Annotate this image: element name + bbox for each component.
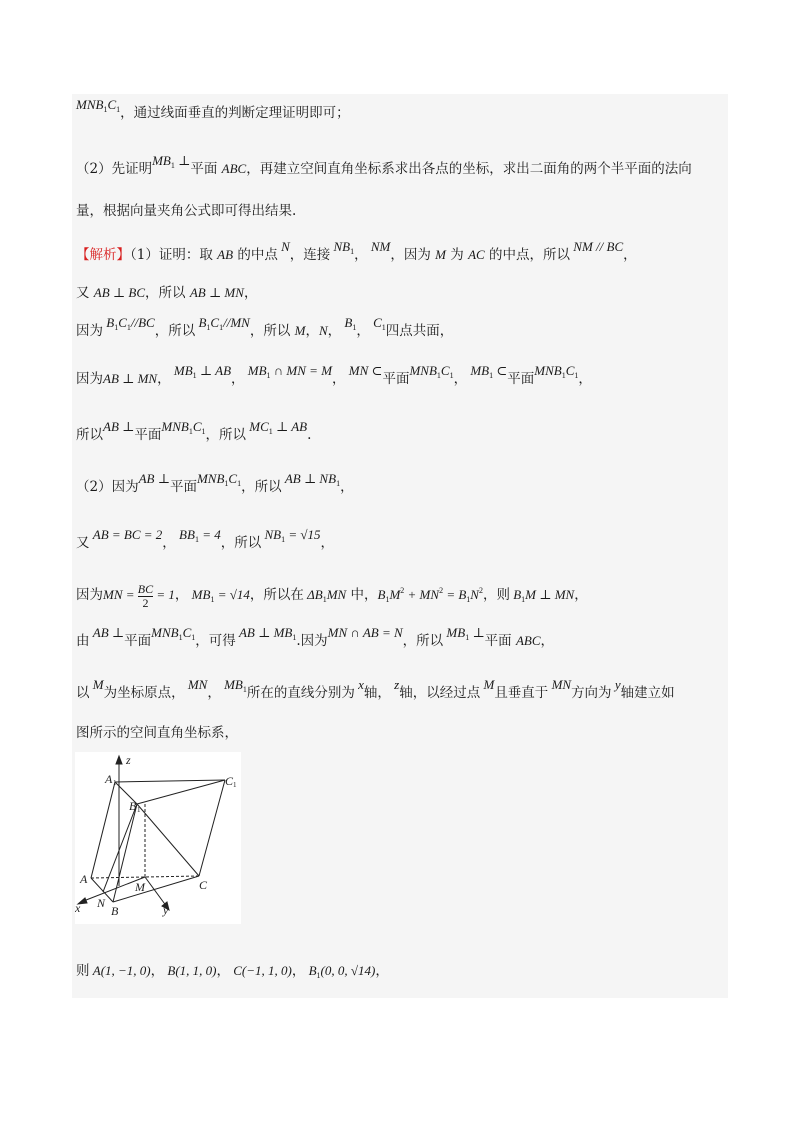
label-n: N	[97, 896, 106, 910]
label-a: A	[80, 872, 88, 886]
label-y: y	[163, 903, 169, 917]
solution-line-4: 因为AB ⊥ MN， $MB_1$ ⊥ AB， $MB_1$ ∩ MN = M， MN ⊂平面$MNB_1C_1$， $MB_1$ ⊂平面$MNB_1C_1$，	[76, 363, 592, 387]
label-c: C	[199, 878, 208, 892]
segment-b1n	[103, 804, 137, 892]
segment-b1c	[137, 804, 199, 876]
solution-line-2: 又 AB ⊥ BC，所以 AB ⊥ MN，	[76, 285, 258, 301]
edge-aa1	[91, 782, 115, 878]
solution-tag: 【解析】	[76, 247, 130, 263]
solution-line-9: 由 AB ⊥平面$MNB_1C_1$，可得 AB ⊥ $MB_1$.因为MN ∩ AB = N，所以 $MB_1$ ⊥平面 ABC，	[76, 625, 555, 649]
text-line-1: $MNB_1C_1$，通过线面垂直的判断定理证明即可；	[76, 97, 350, 121]
text-line-2: （2）先证明$MB_1$ ⊥平面 ABC，再建立空间直角坐标系求出各点的坐标，求出二面角的两个半平面的法向	[76, 153, 692, 177]
label-b1: B	[129, 799, 137, 813]
solution-line-5: 所以AB ⊥平面$MNB_1C_1$，所以 $MC_1$ ⊥ AB.	[76, 419, 312, 443]
z-axis-arrow	[116, 756, 122, 764]
prism-diagram	[75, 752, 241, 924]
solution-line-3: 因为 $B_1C_1//BC$，所以 $B_1C_1//MN$，所以 M，N， $B_1$， $C_1$四点共面，	[76, 315, 454, 339]
solution-line-8: 因为MN = $\frac{BC}{2}$ = 1， $MB_1 = √14$，所以在 $\Delta B_1MN$ 中，$B_1M^2 + MN^2 = B_1N^2$，则 $B_1M$ ⊥ MN，	[76, 581, 588, 610]
text-line-3: 量，根据向量夹角公式即可得出结果.	[76, 203, 297, 219]
label-z: z	[126, 753, 131, 767]
label-b: B	[111, 904, 119, 918]
edge-cc1	[199, 780, 225, 876]
solution-line-6: （2）因为AB ⊥平面$MNB_1C_1$，所以 AB ⊥ $NB_1$，	[76, 471, 354, 495]
edge-bc	[113, 876, 199, 902]
edge-bb1	[113, 804, 137, 902]
edge-b1c1	[137, 780, 225, 804]
svg-text:1: 1	[137, 806, 141, 814]
solution-line-7: 又 AB = BC = 2， $BB_1 = 4$，所以 $NB_1 = √15$，	[76, 527, 335, 551]
svg-text:1: 1	[233, 781, 237, 789]
label-c1: C	[225, 774, 234, 788]
solution-line-10: 以 M为坐标原点， MN， $MB_1$所在的直线分别为 x轴， z轴，以经过点 M且垂直于 MN方向为 y轴建立如	[76, 677, 675, 701]
label-m: M	[135, 880, 145, 894]
svg-text:1: 1	[113, 779, 117, 787]
solution-line-12: 则 A(1, −1, 0)， B(1, 1, 0)， C(−1, 1, 0)， $B_1(0$, 0, √14)，	[76, 963, 389, 980]
edge-a1c1	[115, 780, 225, 782]
solution-line-11: 图所示的空间直角坐标系，	[76, 725, 238, 741]
label-x: x	[75, 901, 81, 915]
prism-figure	[75, 752, 241, 924]
label-a1: A	[105, 772, 113, 786]
solution-line-1: 【解析】（1）证明：取 AB 的中点 N，连接 $NB_1$， NM，因为 M 为 AC 的中点，所以 NM // BC，	[76, 239, 637, 263]
